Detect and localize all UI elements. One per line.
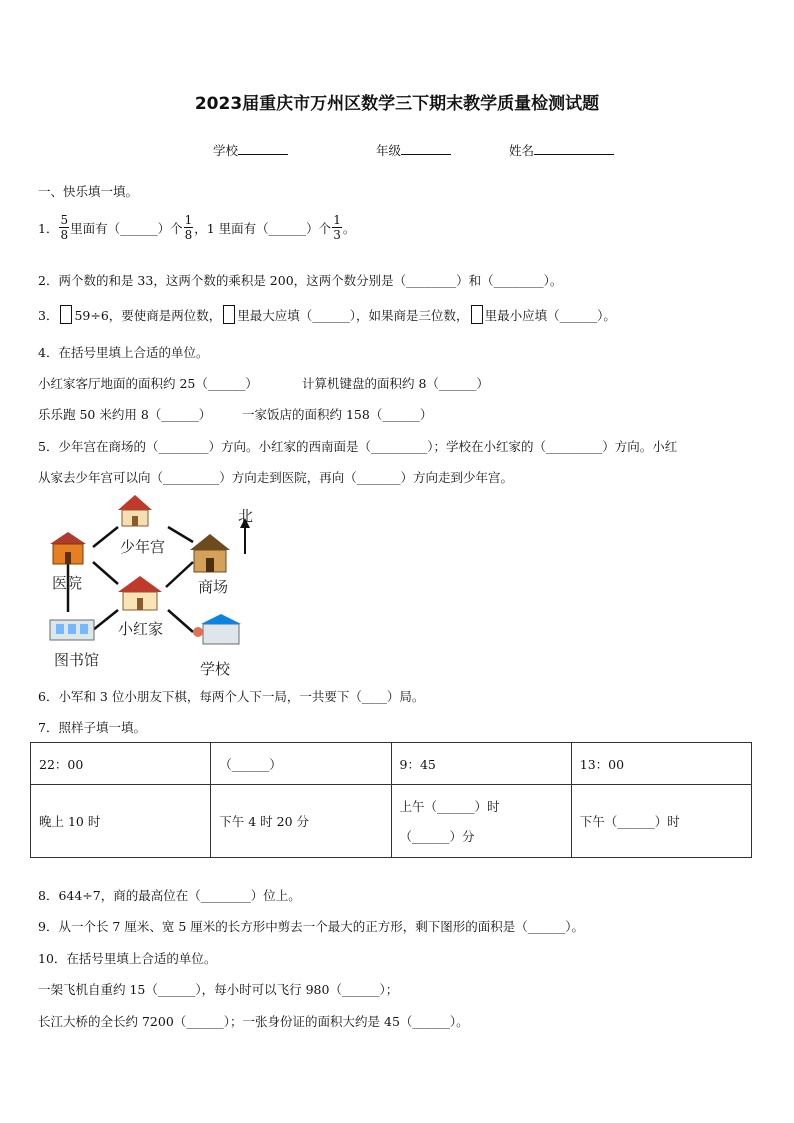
school-label: 学校 — [213, 143, 239, 158]
q10-line1: 一架飞机自重约 15（______），每小时可以飞行 980（______）； — [38, 982, 399, 997]
q4-item: 乐乐跑 50 米约用 8（______） — [38, 407, 212, 422]
fraction-1-8: $\frac{1}{8}$ — [184, 213, 193, 242]
table-cell: 下午 4 时 20 分 — [211, 785, 391, 858]
youth-palace-label: 少年宫 — [120, 538, 166, 556]
fraction-1-3: $\frac{1}{3}$ — [333, 213, 341, 242]
q3-text-b: 里最大应填（______），如果商是三位数， — [237, 307, 469, 323]
library-label: 图书馆 — [54, 651, 100, 669]
direction-map — [38, 492, 278, 682]
question-5-line2: 从家去少年宫可以向（_________）方向走到医院，再向（_______）方向走到少年宫。 — [38, 470, 514, 485]
hour-blank: 上午（______）时 — [399, 799, 500, 814]
grade-field[interactable] — [376, 141, 451, 159]
library-icon — [50, 620, 94, 640]
table-cell: 9：45 — [391, 743, 571, 785]
question-2: 2．两个数的和是 33，这两个数的乘积是 200，这两个数分别是（________）和（________）。 — [38, 273, 563, 288]
mall-icon — [190, 534, 230, 572]
q3-text-a: 59÷6，要使商是两位数， — [74, 307, 222, 323]
minute-blank: （______）分 — [399, 829, 475, 844]
table-cell: 22：00 — [31, 743, 211, 785]
mall-label: 商场 — [198, 578, 229, 596]
north-label: 北 — [238, 507, 254, 525]
table-cell: 晚上 10 时 — [31, 785, 211, 858]
time-conversion-table — [30, 742, 752, 858]
table-cell-answer[interactable] — [391, 785, 571, 858]
fraction-5-8: $\frac{5}{8}$ — [60, 213, 69, 242]
table-cell-answer[interactable]: 下午（______）时 — [571, 785, 751, 858]
school-field[interactable] — [213, 141, 288, 159]
blank-box — [471, 305, 483, 324]
name-label: 姓名 — [509, 143, 535, 158]
name-field[interactable] — [509, 141, 614, 159]
home-label: 小红家 — [118, 620, 164, 638]
grade-label: 年级 — [376, 143, 402, 158]
question-1 — [38, 214, 355, 241]
table-cell-answer[interactable]: （______） — [211, 743, 391, 785]
question-7: 7．照样子填一填。 — [38, 720, 146, 735]
q1-text-b: ，1 里面有（______）个 — [194, 220, 332, 236]
blank-box — [60, 305, 72, 324]
question-6: 6．小军和 3 位小朋友下棋，每两个人下一局，一共要下（____）局。 — [38, 689, 425, 704]
question-9: 9．从一个长 7 厘米、宽 5 厘米的长方形中剪去一个最大的正方形，剩下图形的面积是（______）。 — [38, 919, 585, 934]
q1-text-a: 里面有（______）个 — [70, 220, 183, 236]
section-heading: 一、快乐填一填。 — [38, 184, 139, 199]
question-8: 8．644÷7，商的最高位在（________）位上。 — [38, 888, 301, 903]
school-label-map: 学校 — [200, 660, 231, 678]
page-title: 2023届重庆市万州区数学三下期末教学质量检测试题 — [194, 94, 600, 114]
question-5-line1: 5．少年宫在商场的（________）方向。小红家的西南面是（_________）；学校在小红家的（_________）方向。小红 — [38, 439, 678, 454]
question-10: 10．在括号里填上合适的单位。 — [38, 951, 217, 966]
q4-item: 计算机键盘的面积约 8（______） — [302, 376, 489, 391]
q4-item: 小红家客厅地面的面积约 25（______） — [38, 376, 258, 391]
youth-palace-icon — [118, 495, 152, 526]
question-4: 4．在括号里填上合适的单位。 — [38, 345, 209, 360]
q1-number: 1． — [38, 220, 59, 236]
q1-text-end: 。 — [342, 220, 356, 236]
home-icon — [118, 576, 162, 610]
q3-text-c: 里最小应填（______）。 — [484, 307, 616, 323]
hospital-label: 医院 — [52, 574, 83, 592]
question-3 — [38, 305, 616, 324]
table-cell: 13：00 — [571, 743, 751, 785]
q4-item: 一家饭店的面积约 158（______） — [242, 407, 433, 422]
blank-box — [223, 305, 235, 324]
school-icon — [193, 614, 241, 644]
hospital-icon — [50, 532, 86, 564]
q3-number: 3． — [38, 307, 59, 323]
q10-line2: 长江大桥的全长约 7200（______）；一张身份证的面积大约是 45（______）。 — [38, 1014, 469, 1029]
